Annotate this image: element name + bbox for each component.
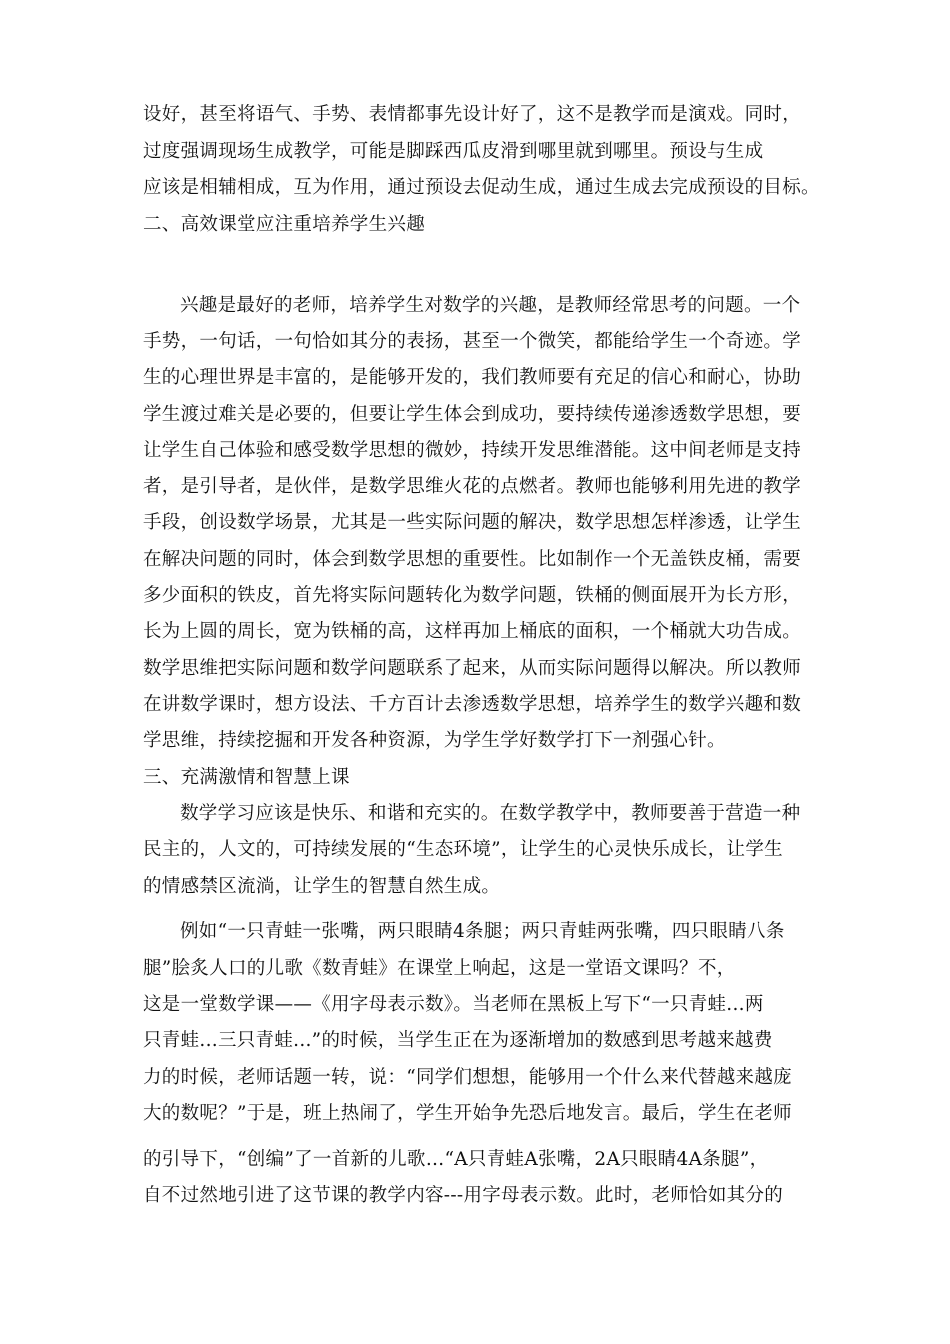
text-line: 手势，一句话，一句恰如其分的表扬，甚至一个微笑，都能给学生一个奇迹。学 — [143, 331, 802, 352]
text-line: 数学思维把实际问题和数学问题联系了起来，从而实际问题得以解决。所以教师 — [143, 658, 802, 679]
text-line: 力的时候，老师话题一转，说：“同学们想想，能够用一个什么来代替越来越庞 — [143, 1067, 792, 1088]
text-line: 例如“一只青蛙一张嘴，两只眼睛4条腿；两只青蛙两张嘴，四只眼睛八条 — [180, 921, 785, 942]
text-line: 学生渡过难关是必要的，但要让学生体会到成功，要持续传递渗透数学思想，要 — [143, 404, 802, 425]
text-line: 民主的，人文的，可持续发展的“生态环境”，让学生的心灵快乐成长，让学生 — [143, 839, 783, 860]
text-line: 在解决问题的同时，体会到数学思想的重要性。比如制作一个无盖铁皮桶，需要 — [143, 549, 802, 570]
section-heading: 三、充满激情和智慧上课 — [143, 767, 350, 788]
text-line: 的情感禁区流淌，让学生的智慧自然生成。 — [143, 876, 501, 897]
text-line: 自不过然地引进了这节课的教学内容---用字母表示数。此时，老师恰如其分的 — [143, 1185, 784, 1206]
text-line: 在讲数学课时，想方设法、千方百计去渗透数学思想，培养学生的数学兴趣和数 — [143, 694, 802, 715]
text-line: 设好，甚至将语气、手势、表情都事先设计好了，这不是教学而是演戏。同时， — [143, 104, 802, 125]
text-line: 兴趣是最好的老师，培养学生对数学的兴趣，是教师经常思考的问题。一个 — [180, 295, 801, 316]
text-line: 只青蛙...三只青蛙...”的时候，当学生正在为逐渐增加的数感到思考越来越费 — [143, 1030, 773, 1051]
text-line: 者，是引导者，是伙伴，是数学思维火花的点燃者。教师也能够利用先进的教学 — [143, 476, 802, 497]
text-line: 手段，创设数学场景，尤其是一些实际问题的解决，数学思想怎样渗透，让学生 — [143, 512, 802, 533]
text-line: 学思维，持续挖掘和开发各种资源，为学生学好数学打下一剂强心针。 — [143, 730, 726, 751]
text-line: 应该是相辅相成，互为作用，通过预设去促动生成，通过生成去完成预设的目标。 — [143, 177, 820, 198]
text-line: 多少面积的铁皮，首先将实际问题转化为数学问题，铁桶的侧面展开为长方形， — [143, 585, 802, 606]
text-line: 这是一堂数学课——《用字母表示数》。当老师在黑板上写下“一只青蛙...两 — [143, 994, 764, 1015]
text-line: 大的数呢？”于是，班上热闹了，学生开始争先恐后地发言。最后，学生在老师 — [143, 1103, 792, 1124]
text-line: 生的心理世界是丰富的，是能够开发的，我们教师要有充足的信心和耐心，协助 — [143, 367, 802, 388]
text-line: 过度强调现场生成教学，可能是脚踩西瓜皮滑到哪里就到哪里。预设与生成 — [143, 141, 764, 162]
text-line: 的引导下，“创编”了一首新的儿歌…“A只青蛙A张嘴，2A只眼睛4A条腿”， — [143, 1149, 769, 1170]
text-line: 让学生自己体验和感受数学思想的微妙，持续开发思维潜能。这中间老师是支持 — [143, 440, 802, 461]
section-heading: 二、高效课堂应注重培养学生兴趣 — [143, 214, 426, 235]
text-line: 腿”脍炙人口的儿歌《数青蛙》在课堂上响起，这是一堂语文课吗？不， — [143, 958, 736, 979]
text-line: 长为上圆的周长，宽为铁桶的高，这样再加上桶底的面积，一个桶就大功告成。 — [143, 621, 802, 642]
text-line: 数学学习应该是快乐、和谐和充实的。在数学教学中，教师要善于营造一种 — [180, 803, 801, 824]
